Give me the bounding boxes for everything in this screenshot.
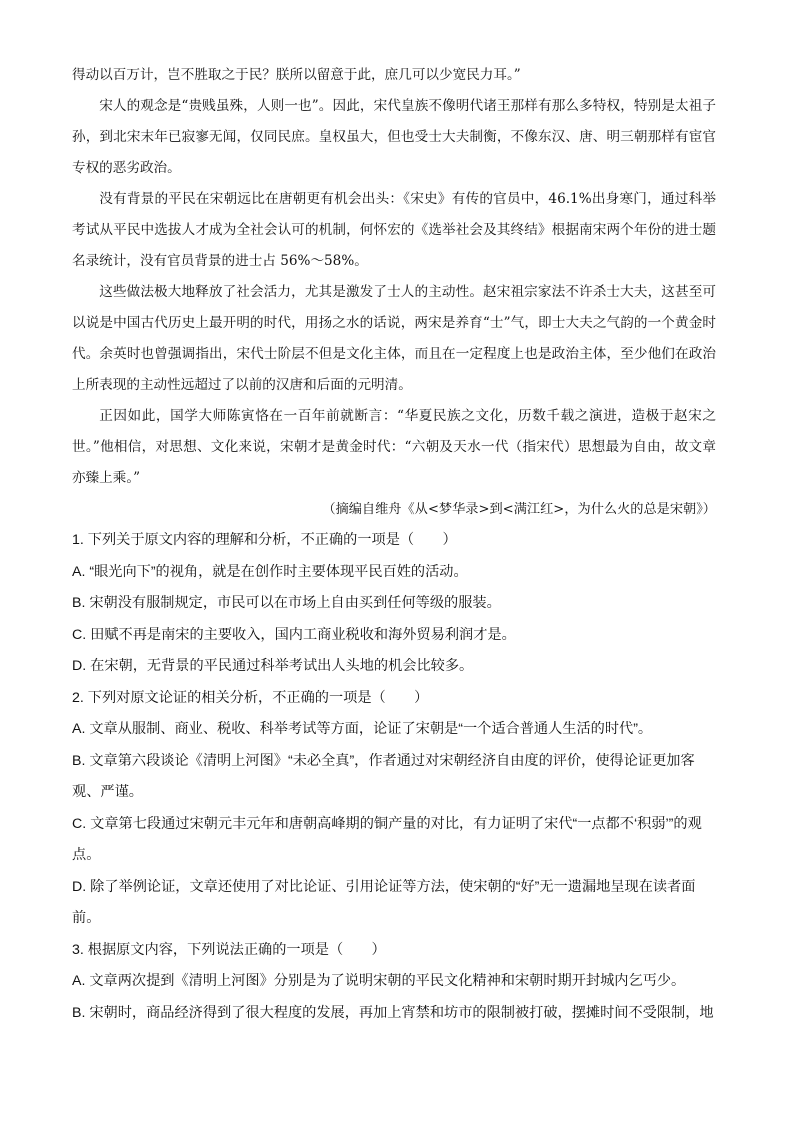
- passage-paragraph-2: 没有背景的平民在宋朝远比在唐朝更有机会出头：《宋史》有传的官员中，46.1%出身寒门，通过科举考试从平民中选拔人才成为全社会认可的机制，何怀宏的《选举社会及其终结》根据南宋两个年份的进士题名录统计，没有官员背景的进士占 56%～58%。: [72, 191, 716, 269]
- question-stem: 1. 下列关于原文内容的理解和分析，不正确的一项是（ ）: [72, 532, 457, 548]
- option-b: B. 宋朝没有服制规定，市民可以在市场上自由买到任何等级的服装。: [72, 595, 501, 611]
- option-c: C. 文章第七段通过宋朝元丰元年和唐朝高峰期的铜产量的对比，有力证明了宋代“一点都不‘积弱’”的观点。: [72, 815, 702, 863]
- option-d: D. 除了举例论证，文章还使用了对比论证、引用论证等方法，使宋朝的“好”无一遗漏地呈现在读者面前。: [72, 878, 696, 926]
- option-d: D. 在宋朝，无背景的平民通过科举考试出人头地的机会比较多。: [72, 658, 474, 674]
- question-stem: 2. 下列对原文论证的相关分析，不正确的一项是（ ）: [72, 689, 429, 706]
- passage-paragraph-1: 宋人的观念是“贵贱虽殊，人则一也”。因此，宋代皇族不像明代诸王那样有那么多特权，特别是太祖子孙，到北宋末年已寂寥无闻，仅同民庶。皇权虽大，但也受士大夫制衡，不像东汉、唐、明三朝那样有宦官专权的恶劣政治。: [72, 98, 716, 176]
- option-a: A. “眼光向下”的视角，就是在创作时主要体现平民百姓的活动。: [72, 563, 468, 580]
- option-c: C. 田赋不再是南宋的主要收入，国内工商业税收和海外贸易利润才是。: [72, 626, 516, 643]
- passage-paragraph-0: 得动以百万计，岂不胜取之于民？朕所以留意于此，庶几可以少宽民力耳。”: [72, 67, 521, 83]
- question-stem: 3. 根据原文内容，下列说法正确的一项是（ ）: [72, 941, 386, 958]
- passage-paragraph-4: 正因如此，国学大师陈寅恪在一百年前就断言：“华夏民族之文化，历数千载之演进，造极于赵宋之世。”他相信，对思想、文化来说，宋朝才是黄金时代：“六朝及天水一代（指宋代）思想最为自由，故文章亦臻上乘。”: [72, 408, 716, 486]
- option-b: B. 文章第六段谈论《清明上河图》“未必全真”，作者通过对宋朝经济自由度的评价，使得论证更加客观、严谨。: [72, 752, 695, 800]
- passage-source: （摘编自维舟《从<梦华录>到<满江红>，为什么火的总是宋朝》）: [322, 502, 716, 517]
- question-2: [72, 683, 794, 935]
- passage-paragraph-3: 这些做法极大地释放了社会活力，尤其是激发了士人的主动性。赵宋祖宗家法不许杀士大夫，这甚至可以说是中国古代历史上最开明的时代，用扬之水的话说，两宋是养育“士”气，即士大夫之气韵的一个黄金时代。余英时也曾强调指出，宋代士阶层不但是文化主体，而且在一定程度上也是政治主体，至少他们在政治上所表现的主动性远超过了以前的汉唐和后面的元明清。: [72, 284, 716, 393]
- option-a: A. 文章从服制、商业、税收、科举考试等方面，论证了宋朝是“一个适合普通人生活的时代”。: [72, 721, 653, 737]
- question-3: [72, 935, 794, 1030]
- question-1: [72, 525, 794, 683]
- option-a: A. 文章两次提到《清明上河图》分别是为了说明宋朝的平民文化精神和宋朝时期开封城内乞丐少。: [72, 973, 686, 989]
- option-b: B. 宋朝时，商品经济得到了很大程度的发展，再加上宵禁和坊市的限制被打破，摆摊时间不受限制，地: [72, 1004, 714, 1021]
